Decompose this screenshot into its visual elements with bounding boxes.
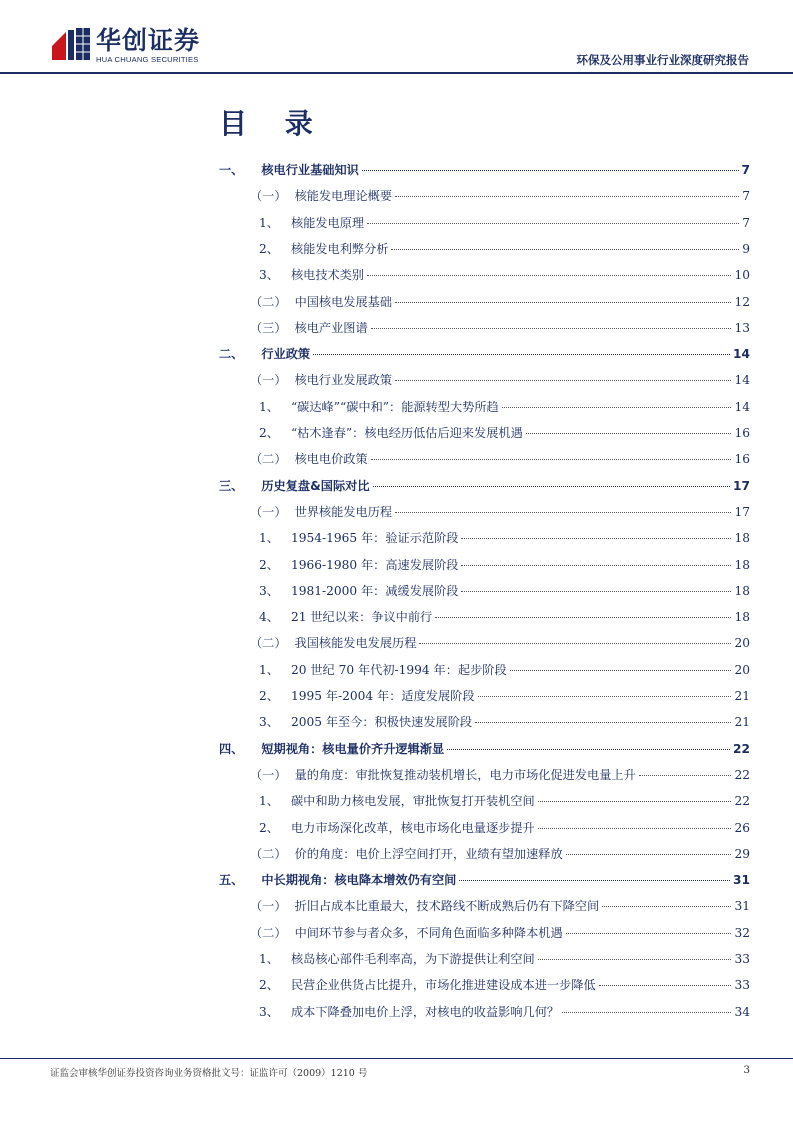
toc-leader-dots xyxy=(461,591,731,592)
toc-entry[interactable] xyxy=(0,607,793,627)
toc-entry-number: 2、 xyxy=(259,820,279,835)
toc-leader-dots xyxy=(478,696,732,697)
toc-entry[interactable] xyxy=(0,660,793,680)
toc-entry-line[interactable] xyxy=(259,949,750,969)
toc-entry-title: 核岛核心部件毛利率高，为下游提供让利空间 xyxy=(290,952,535,966)
toc-entry-title: 中国核电发展基础 xyxy=(294,294,393,309)
toc-entry-line[interactable] xyxy=(250,292,750,312)
toc-entry-title: 核电电价政策 xyxy=(294,452,368,467)
toc-entry-number: （一） xyxy=(250,189,287,204)
footer-divider xyxy=(0,1058,793,1059)
toc-entry-line[interactable] xyxy=(250,318,750,338)
toc-entry-line[interactable] xyxy=(259,213,750,233)
toc-entry-line[interactable] xyxy=(219,344,750,364)
toc-entry-number: 4、 xyxy=(259,610,279,625)
toc-leader-dots xyxy=(538,959,732,960)
toc-entry-line[interactable] xyxy=(250,765,750,785)
toc-entry-line[interactable] xyxy=(259,712,750,732)
toc-leader-dots xyxy=(395,380,731,381)
toc-leader-dots xyxy=(459,880,730,881)
toc-entry-line[interactable] xyxy=(250,844,750,864)
toc-entry-title: 核电产业图谱 xyxy=(294,320,368,335)
toc-entry-line[interactable] xyxy=(219,870,750,890)
toc-entry-line[interactable] xyxy=(259,239,750,259)
toc-entry-page: 14 xyxy=(734,373,750,388)
toc-entry-number: 1、 xyxy=(259,399,279,414)
page-header xyxy=(0,0,793,74)
toc-entry-number: 2、 xyxy=(259,557,279,572)
toc-entry-number: 3、 xyxy=(259,715,279,730)
toc-leader-dots xyxy=(639,775,732,776)
toc-leader-dots xyxy=(419,643,731,644)
toc-entry-page: 14 xyxy=(733,347,750,362)
toc-leader-dots xyxy=(367,275,731,276)
toc-entry-title: 2005 年至今：积极快速发展阶段 xyxy=(290,715,473,730)
toc-entry[interactable] xyxy=(0,160,793,180)
toc-leader-dots xyxy=(373,486,731,487)
toc-entry-page: 29 xyxy=(734,846,750,861)
toc-entry[interactable] xyxy=(0,818,793,838)
toc-entry[interactable] xyxy=(0,318,793,338)
toc-entry-number: （一） xyxy=(250,767,287,782)
toc-entry-line[interactable] xyxy=(250,923,750,943)
toc-entry-page: 7 xyxy=(741,163,750,177)
toc-entry-title: 中长期视角：核电降本增效仍有空间 xyxy=(261,873,457,888)
toc-entry-title: 价的角度：电价上浮空间打开，业绩有望加速释放 xyxy=(294,846,563,861)
toc-entry[interactable] xyxy=(0,949,793,969)
toc-entry-number: （二） xyxy=(250,294,287,309)
toc-entry-title: 成本下降叠加电价上浮，对核电的收益影响几何？ xyxy=(290,1004,560,1019)
toc-leader-dots xyxy=(538,801,732,802)
toc-entry-number: 一、 xyxy=(219,163,244,177)
toc-leader-dots xyxy=(395,512,731,513)
toc-entry-line[interactable] xyxy=(259,607,750,627)
toc-entry-line[interactable] xyxy=(250,633,750,653)
toc-entry[interactable] xyxy=(0,265,793,285)
toc-entry-page: 7 xyxy=(742,189,750,204)
toc-entry-number: 四、 xyxy=(219,741,244,756)
toc-entry[interactable] xyxy=(0,213,793,233)
toc-entry-number: 2、 xyxy=(259,426,279,440)
toc-entry-page: 12 xyxy=(734,294,750,309)
toc-entry-page: 16 xyxy=(734,426,750,440)
toc-entry-title: 1966-1980 年：高速发展阶段 xyxy=(290,557,459,572)
toc-entry[interactable] xyxy=(0,476,793,496)
toc-entry-page: 33 xyxy=(734,952,750,966)
toc-entry-page: 14 xyxy=(734,399,750,414)
logo-mark-icon xyxy=(50,26,92,64)
toc-leader-dots xyxy=(362,170,739,171)
toc-entry-page: 22 xyxy=(733,741,750,756)
toc-entry-number: 2、 xyxy=(259,241,279,256)
toc-entry-number: 1、 xyxy=(259,531,279,546)
toc-leader-dots xyxy=(447,749,730,750)
toc-entry-title: 1981-2000 年：减缓发展阶段 xyxy=(290,583,459,598)
company-logo xyxy=(50,26,210,66)
toc-entry-number: 1、 xyxy=(259,662,279,677)
toc-leader-dots xyxy=(526,433,732,434)
toc-entry-page: 17 xyxy=(734,504,750,519)
logo-english-name: HUA CHUANG SECURITIES xyxy=(96,55,199,64)
toc-entry-number: （二） xyxy=(250,846,287,861)
toc-entry-page: 33 xyxy=(734,978,750,993)
toc-entry-page: 21 xyxy=(734,715,750,730)
toc-entry[interactable] xyxy=(0,370,793,390)
toc-entry-page: 18 xyxy=(734,557,750,572)
toc-entry[interactable] xyxy=(0,528,793,548)
toc-entry-title: 中间环节参与者众多，不同角色面临多种降本机遇 xyxy=(294,925,563,940)
toc-leader-dots xyxy=(391,249,739,250)
toc-entry-line[interactable] xyxy=(259,265,750,285)
toc-entry-title: 核能发电理论概要 xyxy=(294,189,393,204)
toc-entry-page: 21 xyxy=(734,689,750,703)
toc-entry-page: 18 xyxy=(734,583,750,598)
toc-leader-dots xyxy=(566,933,732,934)
toc-entry-title: 我国核能发电发展历程 xyxy=(294,636,417,651)
toc-entry[interactable] xyxy=(0,844,793,864)
toc-entry-number: （二） xyxy=(250,925,287,940)
toc-entry-number: 3、 xyxy=(259,583,279,598)
toc-entry-page: 34 xyxy=(734,1004,750,1019)
toc-entry-line[interactable] xyxy=(259,423,750,443)
toc-entry-title: 碳中和助力核电发展，审批恢复打开装机空间 xyxy=(290,794,535,809)
toc-entry-page: 31 xyxy=(733,873,750,888)
toc-entry-title: 核能发电原理 xyxy=(290,215,365,230)
toc-entry-number: 二、 xyxy=(219,347,244,362)
toc-entry-page: 9 xyxy=(742,241,750,256)
toc-leader-dots xyxy=(566,854,732,855)
toc-entry-page: 16 xyxy=(734,452,750,467)
toc-leader-dots xyxy=(435,617,731,618)
toc-leader-dots xyxy=(475,722,731,723)
toc-entry-number: （二） xyxy=(250,636,287,651)
toc-entry-line[interactable] xyxy=(259,686,750,706)
toc-entry-page: 20 xyxy=(734,662,750,677)
toc-entry-number: 3、 xyxy=(259,1004,279,1019)
toc-entry[interactable] xyxy=(0,186,793,206)
toc-entry-title: “碳达峰”“碳中和”：能源转型大势所趋 xyxy=(290,399,499,414)
toc-entry-title: 民营企业供货占比提升，市场化推进建设成本进一步降低 xyxy=(290,978,596,993)
toc-leader-dots xyxy=(461,565,731,566)
toc-entry-number: （一） xyxy=(250,899,287,914)
toc-entry-line[interactable] xyxy=(259,660,750,680)
toc-leader-dots xyxy=(502,407,732,408)
toc-entry[interactable] xyxy=(0,765,793,785)
toc-title: 目 录 xyxy=(219,107,327,140)
toc-entry-page: 7 xyxy=(742,215,750,230)
toc-entry-title: 历史复盘&国际对比 xyxy=(261,478,370,493)
toc-leader-dots xyxy=(367,223,739,224)
toc-entry-line[interactable] xyxy=(250,449,750,469)
toc-leader-dots xyxy=(510,670,732,671)
toc-entry-number: （一） xyxy=(250,504,287,519)
toc-entry-number: 1、 xyxy=(259,952,279,966)
toc-leader-dots xyxy=(602,906,731,907)
toc-entry-line[interactable] xyxy=(250,370,750,390)
toc-entry-number: 三、 xyxy=(219,478,244,493)
toc-entry-page: 18 xyxy=(734,610,750,625)
footer-license-text: 证监会审核华创证券投资咨询业务资格批文号：证监许可（2009）1210 号 xyxy=(50,1068,368,1079)
toc-entry-line[interactable] xyxy=(250,896,750,916)
toc-entry[interactable] xyxy=(0,923,793,943)
toc-entry-page: 22 xyxy=(734,767,750,782)
toc-entry-title: 20 世纪 70 年代初-1994 年：起步阶段 xyxy=(290,662,507,677)
toc-entry[interactable] xyxy=(0,739,793,759)
toc-entry-title: 量的角度：审批恢复推动装机增长，电力市场化促进发电量上升 xyxy=(294,767,636,782)
toc-leader-dots xyxy=(538,828,732,829)
toc-entry-line[interactable] xyxy=(219,739,750,759)
toc-entry-page: 13 xyxy=(734,320,750,335)
toc-entry-title: 核电行业基础知识 xyxy=(261,163,359,177)
toc-entry[interactable] xyxy=(0,239,793,259)
toc-entry[interactable] xyxy=(0,712,793,732)
toc-entry-line[interactable] xyxy=(219,476,750,496)
toc-entry[interactable] xyxy=(0,975,793,995)
toc-entry-line[interactable] xyxy=(250,502,750,522)
toc-entry-title: “枯木逢春”：核电经历低估后迎来发展机遇 xyxy=(290,426,523,440)
toc-leader-dots xyxy=(371,328,732,329)
toc-leader-dots xyxy=(599,985,732,986)
toc-entry-number: （一） xyxy=(250,373,287,388)
toc-leader-dots xyxy=(395,196,739,197)
toc-entry-number: （二） xyxy=(250,452,287,467)
toc-entry-page: 10 xyxy=(734,268,750,283)
toc-entry[interactable] xyxy=(0,896,793,916)
toc-entry-title: 21 世纪以来：争议中前行 xyxy=(290,610,433,625)
toc-entry-number: （三） xyxy=(250,320,287,335)
toc-entry-title: 折旧占成本比重最大，技术路线不断成熟后仍有下降空间 xyxy=(294,899,600,914)
toc-entry-title: 1954-1965 年：验证示范阶段 xyxy=(290,531,459,546)
toc-entry-page: 17 xyxy=(733,478,750,493)
toc-leader-dots xyxy=(562,1012,731,1013)
toc-entry-title: 短期视角：核电量价齐升逻辑渐显 xyxy=(261,741,445,756)
toc-entry-title: 核能发电利弊分析 xyxy=(290,241,389,256)
toc-entry-title: 1995 年-2004 年：适度发展阶段 xyxy=(290,689,475,703)
toc-entry-number: 2、 xyxy=(259,689,279,703)
toc-entry-line[interactable] xyxy=(259,1002,750,1022)
toc-entry-title: 核电技术类别 xyxy=(290,268,365,283)
toc-entry[interactable] xyxy=(0,870,793,890)
toc-entry[interactable] xyxy=(0,633,793,653)
toc-entry-page: 32 xyxy=(734,925,750,940)
toc-entry-line[interactable] xyxy=(259,818,750,838)
toc-entry-line[interactable] xyxy=(259,791,750,811)
toc-entry-line[interactable] xyxy=(250,186,750,206)
page-number: 3 xyxy=(743,1064,750,1076)
toc-entry[interactable] xyxy=(0,686,793,706)
toc-leader-dots xyxy=(461,538,731,539)
toc-entry-number: 3、 xyxy=(259,268,279,283)
logo-chinese-name: 华创证券 xyxy=(96,26,201,55)
toc-entry-line[interactable] xyxy=(259,581,750,601)
toc-leader-dots xyxy=(313,354,730,355)
toc-entry-line[interactable] xyxy=(259,397,750,417)
toc-entry[interactable] xyxy=(0,581,793,601)
toc-entry[interactable] xyxy=(0,423,793,443)
toc-entry-page: 18 xyxy=(734,531,750,546)
toc-entry-line[interactable] xyxy=(219,160,750,180)
toc-entry-number: 五、 xyxy=(219,873,244,888)
toc-leader-dots xyxy=(371,459,732,460)
toc-entry[interactable] xyxy=(0,292,793,312)
toc-entry-number: 2、 xyxy=(259,978,279,993)
header-divider xyxy=(0,72,793,74)
report-type: 环保及公用事业行业深度研究报告 xyxy=(576,53,749,67)
toc-entry-number: 1、 xyxy=(259,215,279,230)
toc-entry-page: 26 xyxy=(734,820,750,835)
toc-entry[interactable] xyxy=(0,502,793,522)
toc-entry[interactable] xyxy=(0,791,793,811)
toc-entry-line[interactable] xyxy=(259,975,750,995)
toc-entry-line[interactable] xyxy=(259,555,750,575)
toc-entry-title: 世界核能发电历程 xyxy=(294,504,393,519)
toc-entry-page: 22 xyxy=(734,794,750,809)
toc-leader-dots xyxy=(395,302,731,303)
toc-entry[interactable] xyxy=(0,344,793,364)
toc-entry-number: 1、 xyxy=(259,794,279,809)
toc-entry-page: 20 xyxy=(734,636,750,651)
toc-entry-page: 31 xyxy=(734,899,750,914)
toc-entry[interactable] xyxy=(0,397,793,417)
toc-entry-title: 核电行业发展政策 xyxy=(294,373,393,388)
toc-entry[interactable] xyxy=(0,449,793,469)
toc-entry[interactable] xyxy=(0,555,793,575)
toc-entry-title: 电力市场深化改革，核电市场化电量逐步提升 xyxy=(290,820,535,835)
toc-entry[interactable] xyxy=(0,1002,793,1022)
toc-entry-title: 行业政策 xyxy=(261,347,311,362)
toc-entry-line[interactable] xyxy=(259,528,750,548)
